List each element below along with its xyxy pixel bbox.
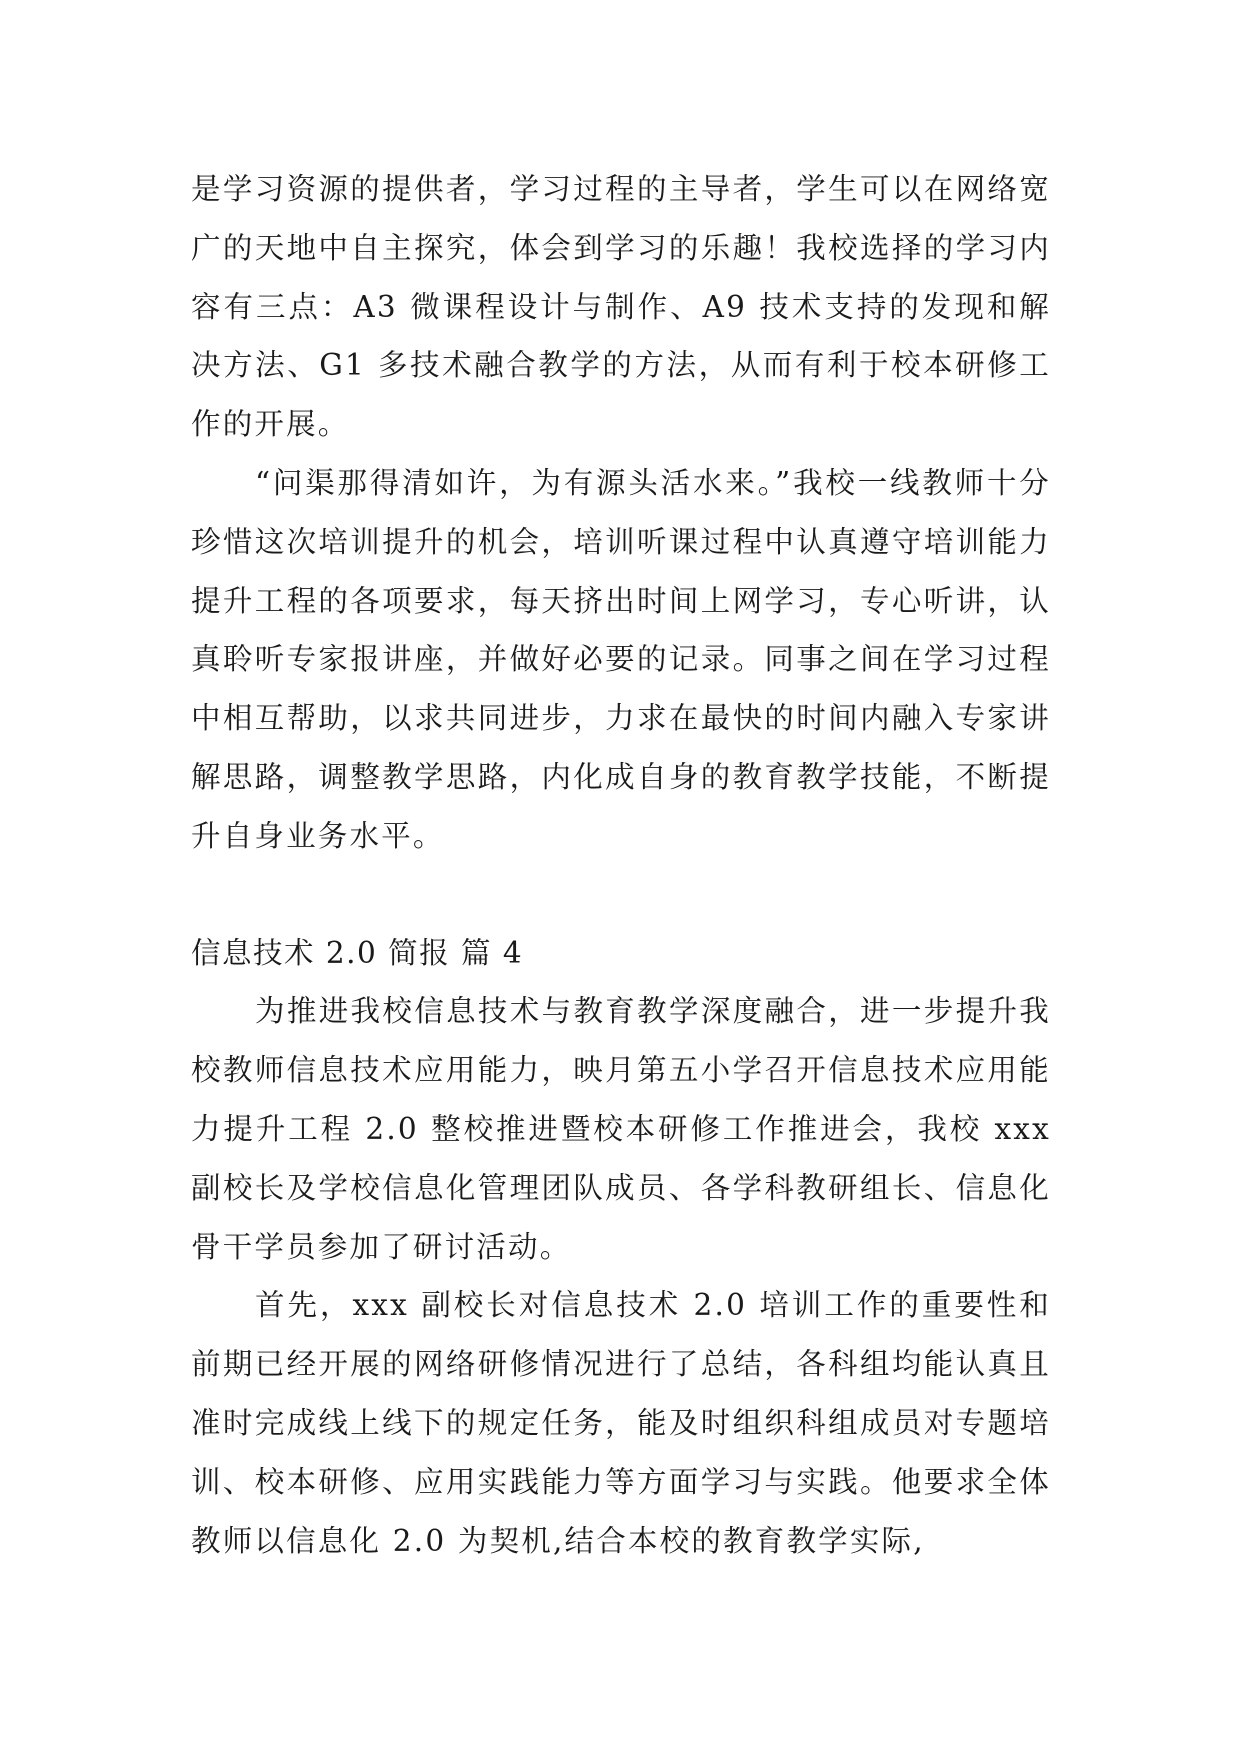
section-heading: 信息技术 2.0 简报 篇 4	[191, 935, 524, 970]
paragraph-continued: 是学习资源的提供者，学习过程的主导者，学生可以在网络宽广的天地中自主探究，体会到学习的乐趣！我校选择的学习内容有三点：A3 微课程设计与制作、A9 技术支持的发现和解决方法、G1 多技术融合教学的方法，从而有利于校本研修工作的开展。	[191, 172, 1051, 442]
section-gap	[191, 866, 1051, 924]
paragraph-quote: “问渠那得清如许，为有源头活水来。”我校一线教师十分珍惜这次培训提升的机会，培训听课过程中认真遵守培训能力提升工程的各项要求，每天挤出时间上网学习，专心听讲，认真聆听专家报讲座，并做好必要的记录。同事之间在学习过程中相互帮助，以求共同进步，力求在最快的时间内融入专家讲解思路，调整教学思路，内化成自身的教育教学技能，不断提升自身业务水平。	[191, 465, 1051, 853]
document-body	[191, 160, 1051, 1570]
paragraph-summary: 首先，xxx 副校长对信息技术 2.0 培训工作的重要性和前期已经开展的网络研修情况进行了总结，各科组均能认真且准时完成线上线下的规定任务，能及时组织科组成员对专题培训、校本研修、应用实践能力等方面学习与实践。他要求全体教师以信息化 2.0 为契机,结合本校的教育教学实际,	[191, 1288, 1051, 1558]
paragraph-intro: 为推进我校信息技术与教育教学深度融合，进一步提升我校教师信息技术应用能力，映月第五小学召开信息技术应用能力提升工程 2.0 整校推进暨校本研修工作推进会，我校 xxx 副校长及学校信息化管理团队成员、各学科教研组长、信息化骨干学员参加了研讨活动。	[191, 994, 1051, 1264]
